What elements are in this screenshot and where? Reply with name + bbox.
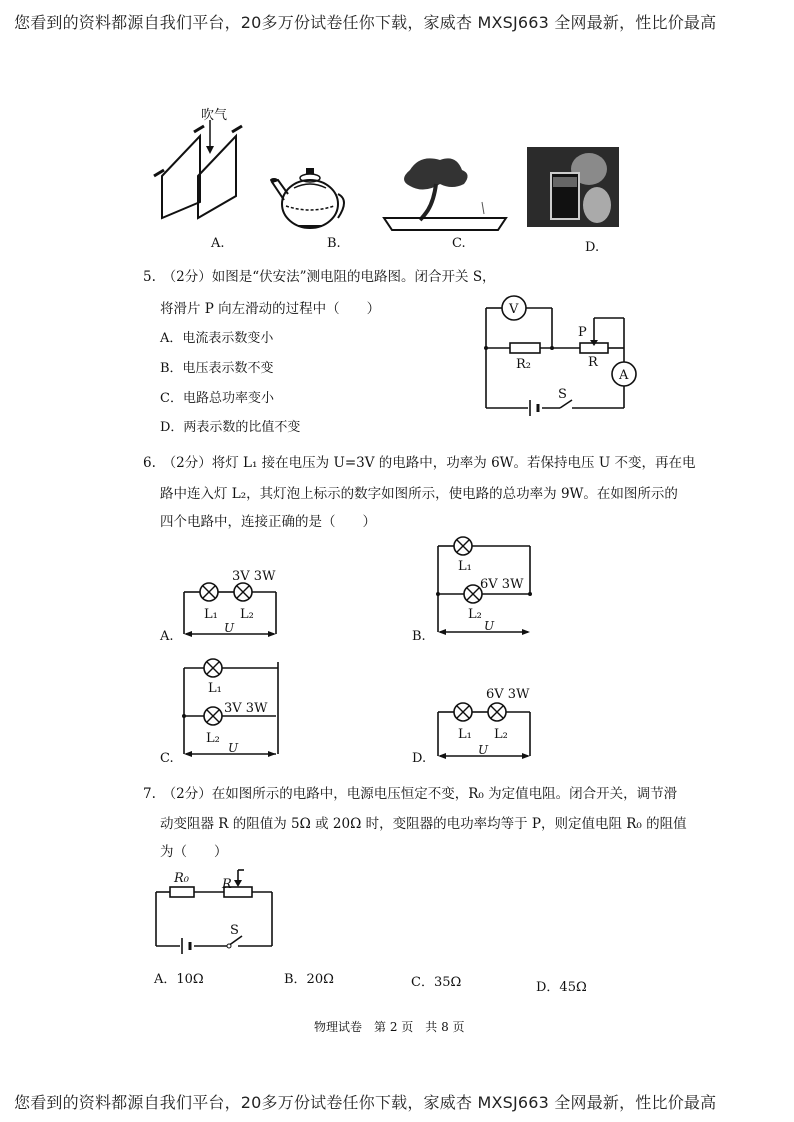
slider-label: P	[578, 325, 587, 340]
r-label: R	[222, 877, 232, 892]
switch-label: S	[558, 387, 567, 402]
q4-option-b: B.	[327, 236, 341, 251]
l2-label: L₂	[240, 607, 254, 622]
q6-circuit-d	[412, 684, 536, 768]
q5-option-c: C．电路总功率变小	[160, 391, 274, 406]
q6-stem-line3: 四个电路中，连接正确的是（ ）	[160, 514, 376, 530]
q6-circuit-b	[412, 536, 536, 646]
teapot-image	[268, 160, 352, 232]
voltage-label: U	[484, 619, 495, 633]
q7-circuit-diagram	[152, 866, 282, 956]
l1-label: L₁	[458, 727, 472, 742]
q4-option-c: C.	[452, 236, 466, 251]
rating-label: 6V 3W	[480, 577, 524, 592]
l1-label: L₁	[458, 559, 472, 574]
drinking-photo	[527, 147, 619, 227]
page-footer: 物理试卷 第 2 页 共 8 页	[314, 1020, 465, 1034]
q5-option-b: B．电压表示数不变	[160, 361, 274, 376]
q7-option-a: A．10Ω	[154, 972, 204, 987]
switch-label: S	[230, 923, 239, 938]
q7-option-d: D．45Ω	[536, 980, 587, 995]
q7-stem-line3: 为（ ）	[160, 844, 228, 860]
voltage-label: U	[228, 741, 239, 755]
l2-label: L₂	[206, 731, 220, 746]
option-label: C.	[160, 751, 174, 766]
q5-circuit-diagram	[482, 292, 642, 416]
q4-option-d: D.	[585, 240, 600, 255]
rheostat-label: R	[588, 355, 598, 370]
l1-label: L₁	[208, 681, 222, 696]
rating-label: 6V 3W	[486, 687, 530, 702]
q5-stem-line1: 5. （2分）如图是“伏安法”测电阻的电路图。闭合开关 S，	[143, 269, 496, 285]
voltmeter-label: V	[509, 302, 519, 317]
voltage-label: U	[478, 743, 489, 757]
q5-stem-line2: 将滑片 P 向左滑动的过程中（ ）	[160, 301, 381, 317]
q7-stem-line2: 动变阻器 R 的阻值为 5Ω 或 20Ω 时，变阻器的电功率均等于 P，则定值电阻 R₀ 的阻值	[160, 816, 687, 832]
ammeter-label: A	[619, 368, 629, 383]
option-label: D.	[412, 751, 427, 766]
q5-option-a: A．电流表示数变小	[160, 331, 274, 346]
q7-option-b: B．20Ω	[284, 972, 334, 987]
l1-label: L₁	[204, 607, 218, 622]
q6-stem-line2: 路中连入灯 L₂，其灯泡上标示的数字如图所示，使电路的总功率为 9W。在如图所示的	[160, 486, 678, 502]
r0-label: R₀	[174, 871, 189, 886]
q7-option-c: C．35Ω	[411, 975, 462, 990]
rating-label: 3V 3W	[224, 701, 268, 716]
option-label: B.	[412, 629, 426, 644]
q7-stem-line1: 7. （2分）在如图所示的电路中，电源电压恒定不变，R₀ 为定值电阻。闭合开关，调节滑	[143, 786, 678, 802]
l2-label: L₂	[468, 607, 482, 622]
top-banner: 您看到的资料都源自我们平台，20多万份试卷任你下载，家威杏 MXSJ663 全网最新，性比价最高	[14, 13, 717, 32]
q6-circuit-c	[160, 658, 284, 768]
q6-stem-line1: 6. （2分）将灯 L₁ 接在电压为 U=3V 的电路中，功率为 6W。若保持电压 U 不变，再在电	[143, 455, 696, 471]
resistor-label: R₂	[516, 357, 531, 372]
bottom-banner: 您看到的资料都源自我们平台，20多万份试卷任你下载，家威杏 MXSJ663 全网最新，性比价最高	[14, 1093, 717, 1112]
option-label: A.	[160, 629, 174, 644]
bonsai-image	[380, 150, 510, 234]
l2-label: L₂	[494, 727, 508, 742]
blow-label: 吹气	[201, 108, 228, 123]
voltage-label: U	[224, 621, 235, 635]
q6-circuit-a	[160, 566, 284, 646]
q5-option-d: D．两表示数的比值不变	[160, 420, 301, 435]
q4-option-a: A.	[211, 236, 225, 251]
paper-sheets-image	[150, 118, 250, 228]
rating-label: 3V 3W	[232, 569, 276, 584]
